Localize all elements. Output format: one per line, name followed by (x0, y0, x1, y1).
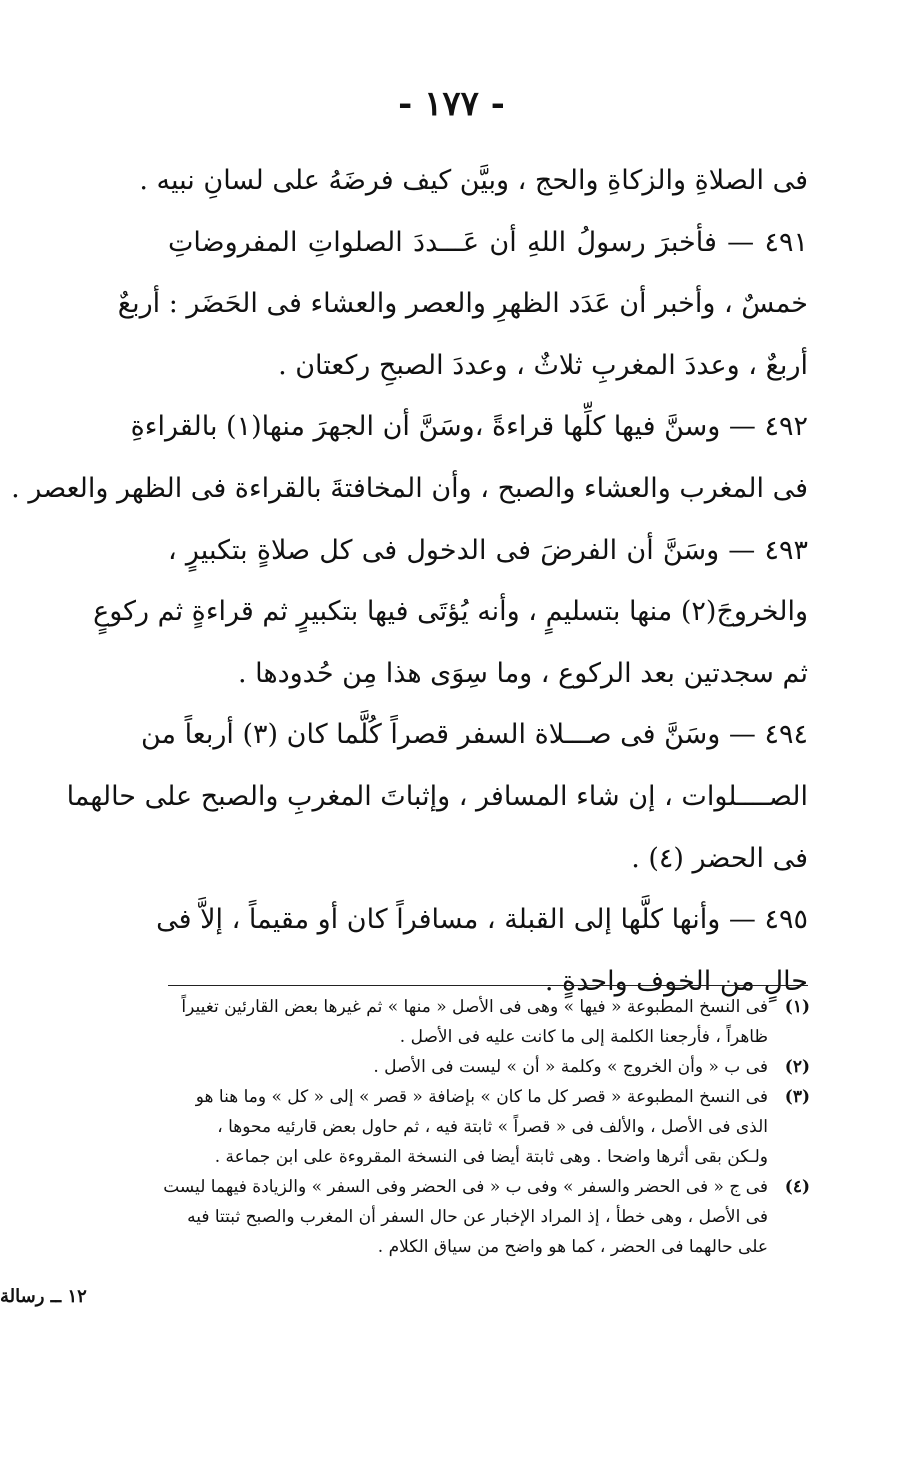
footnote-1 (160, 992, 810, 1052)
footnote-text: فى النسخ المطبوعة « قصر كل ما كان » بإضافة « قصر » إلى « كل » وما هنا هو (195, 1087, 768, 1107)
paragraph-494 (66, 704, 808, 889)
footnote-line: ظاهراً ، فأرجعنا الكلمة إلى ما كانت عليه فى الأصل . (399, 1027, 768, 1047)
text-line: والخروجَ(٢) منها بتسليمٍ ، وأنه يُؤتَى فيها بتكبيرٍ ثم قراءةٍ ثم ركوعٍ (93, 596, 808, 628)
page-number: - ١٧٧ - (398, 84, 505, 124)
paragraph-491 (117, 212, 808, 397)
signature-text: ١٢ ــ رسالة (0, 1286, 87, 1307)
footnote-line: الذى فى الأصل ، والألف فى « قصراً » ثابتة فيه ، ثم حاول بعض قارئيه محوها ، (217, 1117, 768, 1137)
footnote-text: فى النسخ المطبوعة « فيها » وهى فى الأصل « منها » ثم غيرها بعض القارئين تغييراً (181, 997, 768, 1017)
text-line: ٤٩٢ — وسنَّ فيها كلِّها قراءةً ،وسَنَّ أن الجهرَ منها(١) بالقراءةِ (130, 411, 808, 443)
footnote-number: (٢) (784, 1057, 810, 1077)
text-line: ٤٩١ — فأخبرَ رسولُ اللهِ أن عَـــددَ الصلواتِ المفروضاتِ (168, 226, 808, 258)
text-line: ٤٩٥ — وأنها كلَّها إلى القبلة ، مسافراً كان أو مقيماً ، إلاَّ فى (156, 904, 808, 936)
footnote-line (160, 1082, 810, 1112)
text-line: ٤٩٣ — وسَنَّ أن الفرضَ فى الدخول فى كل صلاةٍ بتكبيرٍ ، (168, 534, 808, 566)
footnote-number: (١) (784, 997, 810, 1017)
text-line: فى المغرب والعشاء والصبح ، وأن المخافتةَ بالقراءة فى الظهر والعصر . (11, 472, 808, 504)
footnote-number: (٣) (784, 1087, 810, 1107)
footnote-number: (٤) (784, 1177, 810, 1197)
footnote-line: على حالهما فى الحضر ، كما هو واضح من سياق الكلام . (377, 1237, 768, 1257)
paragraph-493 (93, 520, 808, 705)
main-text (11, 150, 808, 1012)
footnote-text: فى ج « فى الحضر والسفر » وفى ب « فى الحضر وفى السفر » والزيادة فيهما ليست (163, 1177, 768, 1197)
footnote-line (160, 1172, 810, 1202)
footnote-line (160, 992, 810, 1022)
footnote-2 (160, 1052, 810, 1082)
text-line: فى الحضر (٤) . (631, 842, 808, 874)
footnote-text: فى ب « وأن الخروج » وكلمة « أن » ليست فى الأصل . (373, 1057, 768, 1077)
text-line: الصــــلوات ، إن شاء المسافر ، وإثباتَ المغربِ والصبح على حالهما (66, 780, 808, 812)
paragraph-492 (11, 396, 808, 519)
text-line: فى الصلاةِ والزكاةِ والحج ، وبيَّن كيف فرضَهُ على لسانِ نبيه . (139, 165, 808, 196)
paragraph (139, 150, 808, 212)
footnote-4 (160, 1172, 810, 1262)
footnote-3 (160, 1082, 810, 1172)
footnote-line (160, 1052, 810, 1082)
text-line: ٤٩٤ — وسَنَّ فى صـــلاة السفر قصراً كُلَّما كان (٣) أربعاً من (140, 719, 808, 751)
text-line: أربعٌ ، وعددَ المغربِ ثلاثٌ ، وعددَ الصبحِ ركعتان . (278, 349, 808, 381)
footnote-line: ولـكن بقى أثرها واضحا . وهى ثابتة أيضا فى النسخة المقروءة على ابن جماعة . (214, 1147, 768, 1167)
text-line: حالٍ من الخوف واحدةٍ . (544, 965, 808, 997)
footnotes (160, 992, 810, 1262)
footnote-divider (168, 985, 808, 986)
text-line: ثم سجدتين بعد الركوع ، وما سِوَى هذا مِن حُدودها . (237, 657, 808, 689)
printer-signature (0, 1286, 718, 1307)
text-line: خمسٌ ، وأخبر أن عَدَد الظهرِ والعصر والعشاء فى الحَضَر : أربعٌ (117, 288, 808, 320)
footnote-line: فى الأصل ، وهى خطأ ، إذ المراد الإخبار عن حال السفر أن المغرب والصبح ثبتتا فيه (187, 1207, 768, 1227)
